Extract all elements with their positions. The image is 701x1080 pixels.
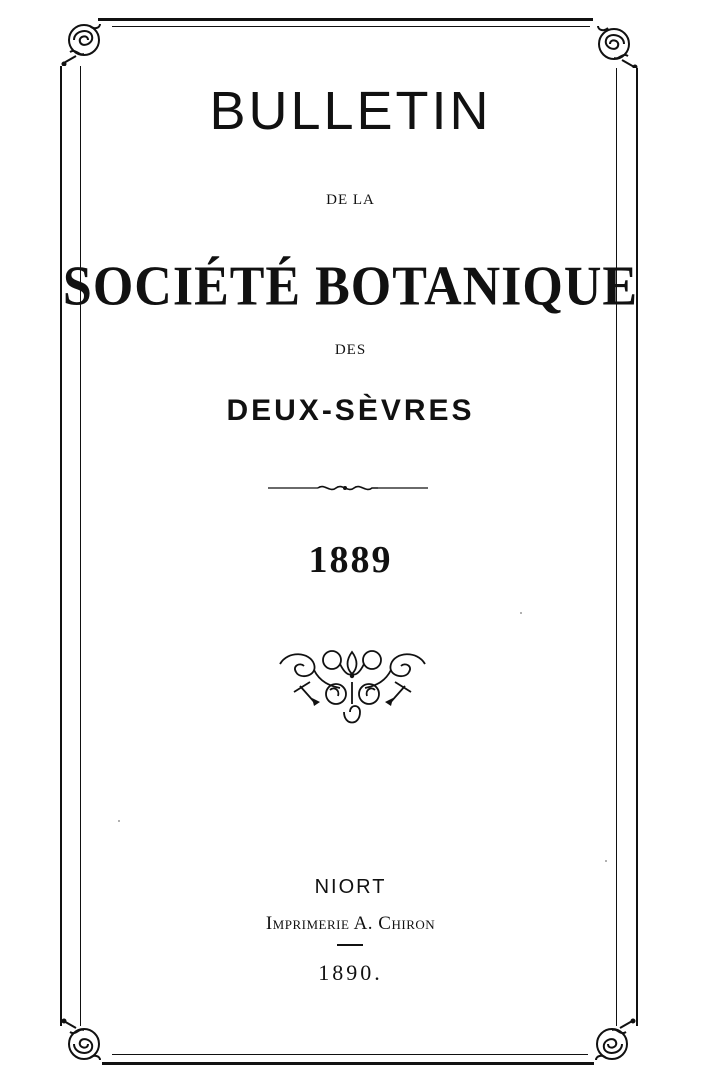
- title-deux-sevres: DEUX-SÈVRES: [226, 394, 475, 427]
- frame-rule-top-inner: [112, 26, 590, 27]
- scan-speck: [118, 820, 120, 822]
- imprint-publication-year: 1890.: [318, 960, 383, 985]
- scan-speck: [520, 612, 522, 614]
- title-bulletin: BULLETIN: [209, 81, 492, 141]
- corner-scroll-icon: [590, 20, 638, 68]
- title-societe-botanique: SOCIÉTÉ BOTANIQUE: [62, 256, 639, 318]
- corner-scroll-icon: [60, 18, 108, 66]
- imprint-printer: Imprimerie A. Chiron: [265, 913, 436, 934]
- volume-year: 1889: [308, 539, 393, 581]
- frame-rule-bottom-inner: [112, 1054, 588, 1055]
- corner-scroll-icon: [588, 1018, 636, 1066]
- corner-scroll-icon: [60, 1018, 108, 1066]
- connector-des: DES: [334, 342, 367, 358]
- scan-speck: [605, 860, 607, 862]
- frame-rule-bottom-outer: [102, 1062, 594, 1065]
- ornamental-rule-icon: [268, 482, 428, 494]
- frame-rule-top-outer: [98, 18, 593, 21]
- connector-de-la: DE LA: [326, 192, 375, 208]
- floral-vignette-icon: [270, 642, 435, 734]
- imprint-separator: [337, 944, 363, 946]
- imprint-city: NIORT: [314, 876, 387, 898]
